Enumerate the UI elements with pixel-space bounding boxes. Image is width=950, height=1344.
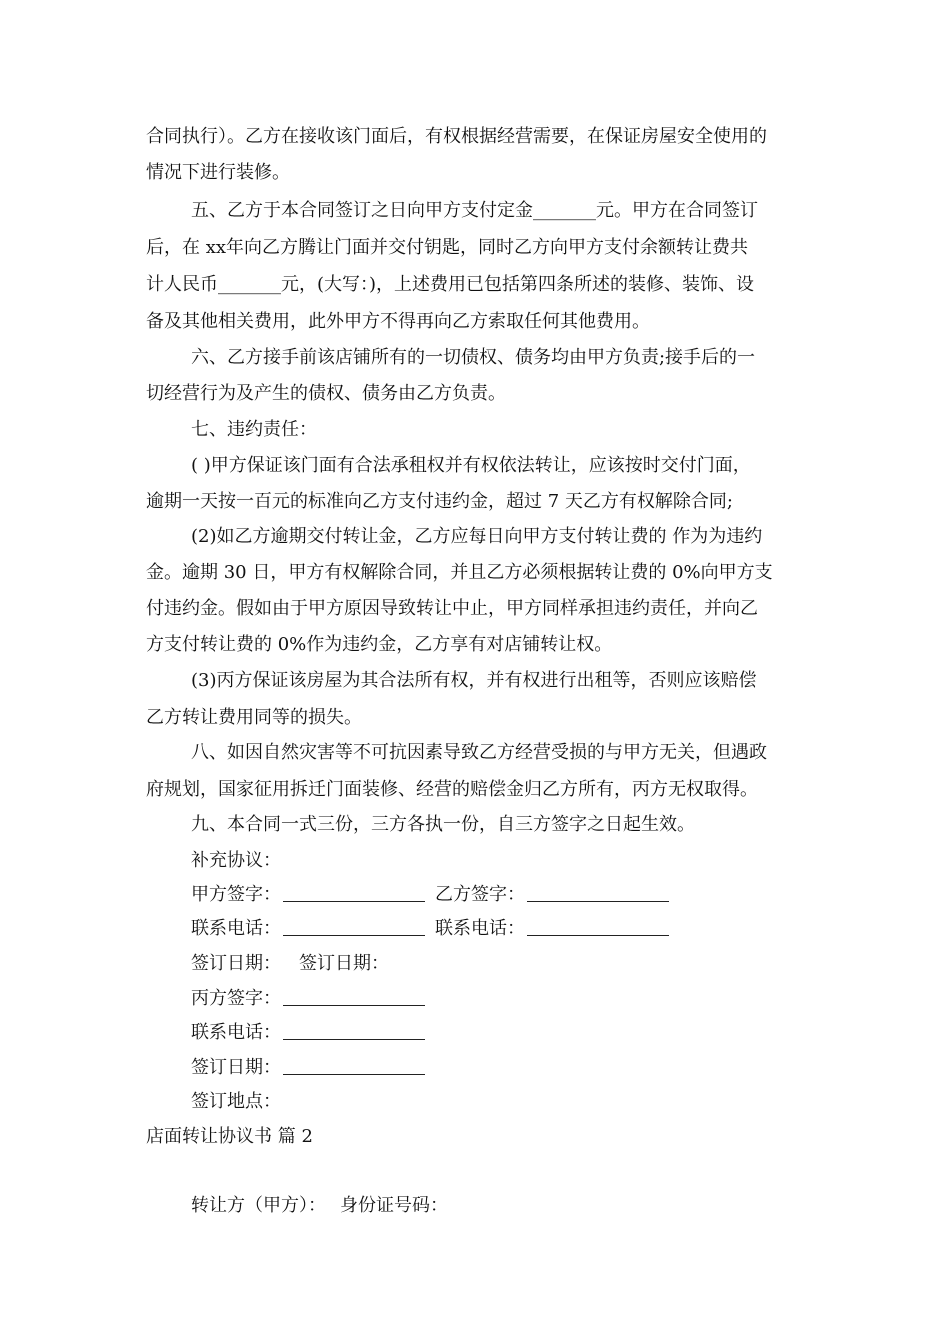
phone-row (191, 917, 669, 941)
paragraph-line: 逾期一天按一百元的标准向乙方支付违约金，超过 7 天乙方有权解除合同; (146, 491, 733, 512)
clause-nine-line: 九、本合同一式三份，三方各执一份，自三方签字之日起生效。 (191, 814, 695, 835)
party-a-date-label: 签订日期： (191, 953, 281, 974)
id-number-label: 身份证号码： (340, 1195, 448, 1216)
paragraph-line: (3)丙方保证该房屋为其合法所有权，并有权进行出租等，否则应该赔偿 (191, 670, 757, 691)
paragraph-line: 计人民币_______元，(大写：)，上述费用已包括第四条所述的装修、装饰、设 (146, 274, 755, 295)
clause-six-line: 六、乙方接手前该店铺所有的一切债权、债务均由甲方负责;接手后的一 (191, 347, 756, 368)
party-c-sign-field[interactable] (283, 987, 425, 1006)
paragraph-line: 后，在 xx年向乙方腾让门面并交付钥匙，同时乙方向甲方支付余额转让费共 (146, 237, 749, 258)
sign-place-label: 签订地点： (191, 1091, 281, 1112)
clause-seven-heading: 七、违约责任： (191, 419, 317, 440)
party-c-phone-label: 联系电话： (191, 1022, 281, 1043)
party-c-signature-row (191, 987, 425, 1011)
paragraph-line: 切经营行为及产生的债权、债务由乙方负责。 (146, 383, 506, 404)
party-c-phone-row (191, 1021, 425, 1045)
paragraph-line: 付违约金。假如由于甲方原因导致转让中止，甲方同样承担违约责任，并向乙 (146, 598, 758, 619)
transferor-row (191, 1194, 448, 1218)
party-a-phone-label: 联系电话： (191, 918, 281, 939)
paragraph-line: 方支付转让费的 0%作为违约金，乙方享有对店铺转让权。 (146, 634, 613, 655)
party-c-phone-field[interactable] (283, 1021, 425, 1040)
clause-eight-line: 八、如因自然灾害等不可抗因素导致乙方经营受损的与甲方无关，但遇政 (191, 742, 767, 763)
sign-date-row (191, 952, 389, 976)
party-b-date-label: 签订日期： (299, 953, 389, 974)
paragraph-line: 备及其他相关费用，此外甲方不得再向乙方索取任何其他费用。 (146, 311, 650, 332)
paragraph-line: 合同执行）。乙方在接收该门面后，有权根据经营需要，在保证房屋安全使用的 (146, 126, 767, 147)
paragraph-line: ( )甲方保证该门面有合法承租权并有权依法转让，应该按时交付门面， (191, 455, 751, 476)
section-title: 店面转让协议书 篇 2 (146, 1126, 313, 1147)
paragraph-line: 乙方转让费用同等的损失。 (146, 707, 362, 728)
party-b-phone-field[interactable] (527, 917, 669, 936)
party-c-date-label: 签订日期： (191, 1057, 281, 1078)
clause-five-line: 五、乙方于本合同签订之日向甲方支付定金_______元。甲方在合同签订 (191, 200, 758, 221)
party-c-date-row (191, 1056, 425, 1080)
party-a-phone-field[interactable] (283, 917, 425, 936)
party-b-sign-label: 乙方签字： (435, 884, 525, 905)
transferor-label: 转让方（甲方）： (191, 1195, 326, 1216)
paragraph-line: (2)如乙方逾期交付转让金，乙方应每日向甲方支付转让费的 作为为违约 (191, 526, 763, 547)
party-b-sign-field[interactable] (527, 883, 669, 902)
paragraph-line: 金。逾期 30 日，甲方有权解除合同，并且乙方必须根据转让费的 0%向甲方支 (146, 562, 773, 583)
party-a-sign-label: 甲方签字： (191, 884, 281, 905)
supplement-heading: 补充协议： (191, 850, 281, 871)
party-a-signature-row (191, 883, 669, 907)
paragraph-line: 情况下进行装修。 (146, 162, 290, 183)
party-b-phone-label: 联系电话： (435, 918, 525, 939)
paragraph-line: 府规划，国家征用拆迁门面装修、经营的赔偿金归乙方所有，丙方无权取得。 (146, 779, 758, 800)
party-c-date-field[interactable] (283, 1056, 425, 1075)
party-c-sign-label: 丙方签字： (191, 988, 281, 1009)
party-a-sign-field[interactable] (283, 883, 425, 902)
